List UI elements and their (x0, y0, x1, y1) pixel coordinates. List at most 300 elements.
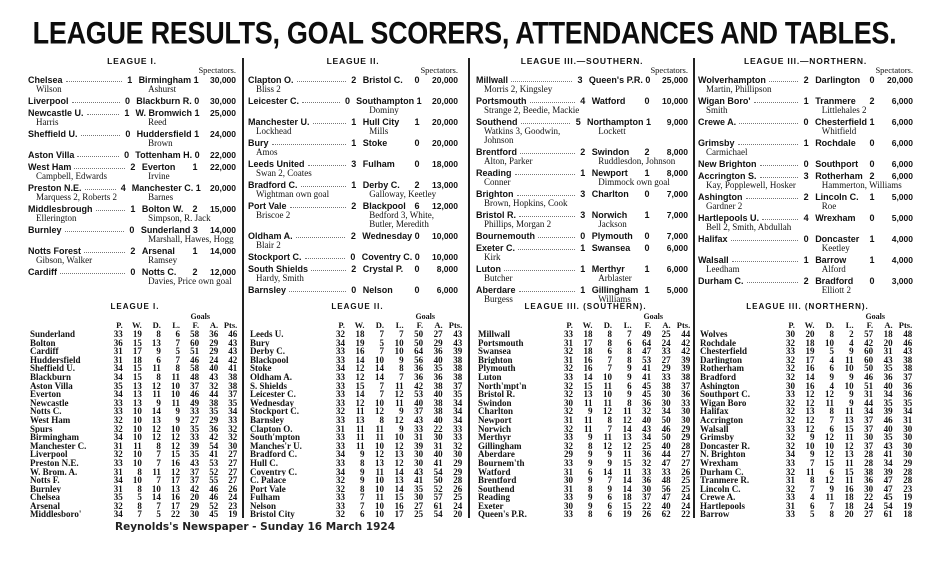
stat-p: 31 (563, 466, 573, 477)
stat-d: 14 (151, 492, 161, 503)
stat-w: 10 (132, 423, 142, 434)
table-title: LEAGUE I. (110, 302, 160, 311)
stat-w: 7 (809, 457, 815, 468)
match-result (28, 204, 236, 223)
stat-d: 7 (379, 329, 385, 339)
attendance: 10,000 (432, 231, 458, 241)
stat-d: 12 (375, 406, 385, 417)
stat-a: 29 (209, 414, 219, 425)
club-name: Merthyr (478, 433, 511, 442)
away-team: Rotherham (815, 171, 863, 181)
stat-w: 10 (132, 449, 142, 460)
stat-p: 34 (785, 449, 795, 460)
sep (690, 510, 693, 519)
away-score: 1 (192, 162, 198, 172)
club-name: Aberdare (478, 450, 515, 459)
spacer (393, 285, 412, 295)
sep (912, 442, 915, 451)
home-score: 2 (803, 192, 809, 202)
away-score: 0 (414, 159, 420, 169)
stat-d: 6 (156, 354, 161, 365)
away-side (359, 159, 422, 169)
stat-p: 33 (113, 397, 123, 408)
home-score: 1 (580, 285, 586, 295)
scorers-line (476, 220, 688, 229)
stat-a: 61 (433, 500, 443, 511)
sep (462, 485, 465, 494)
leader-dots (296, 231, 346, 238)
club-name: Exeter (478, 501, 504, 511)
stat-f: 43 (190, 457, 200, 468)
header-d: D. (375, 320, 385, 330)
away-score: 0 (194, 96, 200, 106)
spacer (175, 246, 190, 256)
stat-p: 34 (335, 337, 345, 348)
club-name: Spurs (30, 424, 53, 434)
leader-dots (760, 171, 799, 178)
stat-pts: 38 (453, 354, 463, 365)
club-name: Rochdale (700, 338, 736, 348)
sep (690, 433, 693, 442)
header-spacer (30, 321, 106, 330)
spacer (859, 192, 867, 202)
stat-w: 11 (805, 466, 815, 477)
stat-p: 31 (785, 500, 795, 511)
stat-f: 57 (864, 329, 874, 339)
club-name: Blackburn (30, 372, 72, 382)
stat-a: 36 (209, 423, 219, 434)
stat-pts: 43 (453, 329, 463, 339)
stat-w: 16 (583, 354, 593, 365)
club-name: Queen's P.R. (478, 510, 527, 520)
attendance: 5,000 (891, 192, 913, 202)
home-scorers: Watkins 3, Goodwin, Johnson (484, 126, 561, 145)
club-name: Stoke (250, 364, 272, 373)
leader-dots (305, 252, 345, 259)
stat-l: 15 (171, 449, 180, 460)
stat-d: 13 (151, 337, 161, 348)
table-row (478, 468, 693, 477)
away-score: 2 (192, 267, 198, 277)
stat-a: 38 (209, 397, 219, 408)
match-result (28, 108, 236, 127)
stat-pts: 34 (453, 406, 463, 417)
club-name: Rotherham (700, 364, 744, 373)
stat-a: 62 (661, 509, 671, 520)
attendance: 6,000 (666, 264, 688, 274)
stat-d: 11 (603, 432, 613, 443)
sep (462, 364, 465, 373)
stat-l: 10 (171, 380, 180, 391)
scorers-line (476, 199, 688, 208)
stat-w: 16 (355, 346, 365, 357)
spacer (860, 75, 867, 85)
stat-d: 11 (375, 492, 385, 503)
goals-label: Goals (415, 312, 435, 321)
home-scorers: Leedham (706, 264, 740, 274)
away-score: 0 (869, 138, 875, 148)
home-score: 1 (124, 108, 130, 118)
stat-pts: 18 (903, 509, 913, 520)
stat-w: 18 (132, 354, 142, 365)
match-result (28, 225, 236, 244)
home-team: Burnley (28, 225, 62, 235)
home-side (28, 150, 122, 160)
stat-w: 7 (809, 483, 815, 494)
stat-w: 20 (805, 329, 815, 339)
stat-pts: 19 (228, 509, 238, 520)
stat-a: 40 (883, 423, 893, 434)
stat-f: 43 (414, 414, 424, 425)
club-name: Bradford (700, 372, 736, 382)
table-title: LEAGUE III. (NORTHERN). (746, 302, 869, 311)
leader-dots (60, 267, 125, 274)
home-score: 2 (351, 264, 357, 274)
stat-pts: 32 (228, 423, 238, 434)
leader-dots (517, 189, 575, 196)
sep (912, 399, 915, 408)
home-team: Bournemouth (476, 231, 535, 241)
match-result (698, 213, 913, 232)
away-scorers (586, 106, 688, 115)
away-scorers: Jackson (598, 219, 627, 229)
home-scorers: Marquess 2, Roberts 2 (36, 192, 117, 202)
stat-l: 15 (622, 500, 632, 511)
spacer (630, 243, 642, 253)
home-scorers (698, 286, 810, 295)
home-scorers (248, 106, 357, 115)
home-score: 3 (351, 159, 357, 169)
club-name: Huddersfield (30, 355, 81, 365)
away-score: 1 (869, 192, 875, 202)
sep (462, 510, 465, 519)
away-score: 1 (869, 117, 875, 127)
attendance: 10,000 (662, 96, 688, 106)
stat-d: 7 (156, 449, 161, 460)
stat-l: 8 (627, 354, 632, 365)
stat-d: 4 (829, 354, 835, 365)
stat-d: 12 (825, 449, 835, 460)
stat-pts: 31 (903, 414, 913, 425)
away-team: Southport (815, 159, 859, 169)
sep (462, 425, 465, 434)
stat-pts: 42 (681, 337, 691, 348)
stat-pts: 38 (228, 371, 238, 382)
club-name: Chelsea (30, 493, 60, 502)
stat-d: 11 (152, 389, 161, 400)
away-scorers (586, 253, 688, 262)
stat-l: 20 (844, 509, 854, 520)
header-f: F. (866, 320, 874, 330)
sep (690, 321, 693, 330)
away-scorers: Galloway, Keetley (369, 189, 437, 199)
match-result (28, 162, 236, 181)
stat-l: 8 (627, 397, 632, 408)
stat-a: 48 (661, 475, 671, 486)
stat-pts: 27 (228, 475, 238, 486)
match-result (476, 231, 688, 241)
stat-a: 40 (661, 440, 671, 451)
home-side (248, 252, 348, 262)
stat-w: 12 (805, 414, 815, 425)
stat-d: 7 (379, 346, 385, 357)
club-name: Plymouth (478, 364, 516, 373)
stat-f: 27 (414, 500, 424, 511)
stat-w: 11 (355, 406, 365, 417)
spacer (399, 117, 412, 127)
stat-a: 30 (661, 397, 671, 408)
stat-w: 8 (809, 475, 815, 486)
stat-l: 13 (844, 414, 854, 425)
stat-f: 24 (864, 500, 874, 511)
stat-f: 28 (864, 449, 874, 460)
stat-w: 15 (132, 363, 142, 374)
stat-p: 32 (335, 329, 345, 339)
club-name: Lincoln C. (700, 484, 741, 494)
header-w: W. (804, 320, 815, 330)
stat-pts: 27 (228, 457, 238, 468)
sep (690, 347, 693, 356)
club-name: Charlton (478, 407, 514, 416)
stat-p: 32 (785, 354, 795, 365)
away-side (132, 96, 202, 106)
away-side (358, 252, 423, 262)
stat-pts: 39 (681, 363, 691, 374)
sep (690, 468, 693, 477)
table-row (700, 450, 915, 459)
home-scorers: Swan 2, Coates (256, 168, 312, 178)
stat-a: 24 (661, 337, 671, 348)
club-name: Accrington (700, 415, 743, 425)
stat-d: 5 (379, 337, 385, 348)
stat-d: 5 (156, 509, 161, 520)
stat-p: 33 (335, 492, 345, 503)
spectators-label: Spectators. (875, 65, 913, 75)
stat-a: 46 (883, 414, 893, 425)
stat-a: 36 (209, 329, 219, 339)
away-team: Swindon (591, 147, 630, 157)
stat-w: 11 (583, 423, 593, 434)
goals-label: Goals (190, 312, 210, 321)
stat-p: 31 (113, 354, 123, 365)
stat-f: 41 (414, 475, 424, 486)
home-score: 0 (125, 96, 131, 106)
stat-l: 15 (394, 492, 404, 503)
stat-f: 58 (190, 363, 200, 374)
stat-w: 8 (359, 483, 365, 494)
stat-p: 34 (113, 475, 123, 486)
stat-d: 12 (603, 440, 613, 451)
match-line (28, 96, 236, 106)
stat-p: 32 (335, 475, 345, 486)
stat-f: 41 (642, 363, 652, 374)
home-scorers: Blair 2 (256, 240, 281, 250)
home-team: Reading (476, 168, 512, 178)
match-result (28, 246, 236, 265)
away-score: 0 (644, 231, 650, 241)
stat-l: 13 (394, 449, 404, 460)
club-name: Grimsby (700, 433, 735, 442)
table-row (250, 485, 465, 494)
stat-l: 7 (399, 371, 404, 382)
stat-a: 38 (661, 380, 671, 391)
stat-f: 37 (190, 475, 200, 486)
stat-l: 16 (844, 483, 854, 494)
away-score: 0 (194, 150, 200, 160)
stat-pts: 23 (903, 483, 913, 494)
stat-d: 11 (603, 380, 613, 391)
stat-d: 6 (607, 346, 613, 357)
away-scorers: Davies, Price own goal (148, 276, 232, 286)
stat-pts: 33 (453, 432, 463, 443)
stat-f: 64 (414, 346, 424, 357)
stat-a: 36 (883, 371, 893, 382)
stat-p: 30 (563, 397, 573, 408)
stat-d: 11 (375, 423, 385, 434)
stat-f: 49 (642, 329, 652, 339)
stat-p: 32 (785, 397, 795, 408)
stat-p: 31 (113, 483, 123, 494)
leader-dots (290, 201, 346, 208)
scorers-line (248, 106, 458, 115)
match-result (698, 255, 913, 274)
club-name: Newcastle (30, 398, 69, 408)
match-result (248, 264, 458, 283)
stat-l: 9 (399, 423, 404, 434)
table-title: LEAGUE III. (SOUTHERN). (524, 302, 647, 311)
match-line (698, 117, 913, 127)
home-scorers: Ellerington (36, 213, 77, 223)
home-scorers (28, 277, 136, 286)
home-team: Wigan Boro' (698, 96, 751, 106)
stat-pts: 32 (228, 432, 238, 443)
club-name: Bournem'th (478, 458, 525, 468)
stat-l: 17 (394, 509, 404, 520)
match-result (698, 117, 913, 136)
header-f: F. (644, 320, 652, 330)
stat-a: 52 (209, 500, 219, 511)
stat-pts: 35 (453, 389, 463, 400)
away-side (811, 138, 877, 148)
home-score: 0 (344, 96, 350, 106)
home-score: 0 (124, 150, 130, 160)
club-name: Brentford (478, 476, 517, 485)
stat-a: 29 (433, 337, 443, 348)
leader-dots (530, 96, 575, 103)
home-side (698, 276, 801, 286)
away-scorers (810, 85, 913, 94)
stat-d: 4 (829, 380, 835, 391)
away-team: Nelson (362, 285, 393, 295)
stat-f: 36 (642, 449, 652, 460)
home-team: Liverpool (28, 96, 69, 106)
away-team: Southampton (356, 96, 415, 106)
stat-p: 32 (785, 432, 795, 443)
sep (912, 425, 915, 434)
stat-p: 33 (563, 457, 573, 468)
away-scorers: Hammerton, Williams (821, 180, 902, 190)
stat-pts: 28 (903, 466, 913, 477)
stat-d: 8 (156, 371, 161, 382)
stat-d: 6 (607, 500, 613, 511)
results-league-1 (28, 56, 236, 300)
stat-a: 54 (433, 509, 443, 520)
stat-w: 4 (809, 492, 815, 503)
sep (462, 347, 465, 356)
away-score: 2 (869, 96, 875, 106)
sep (912, 493, 915, 502)
header-p: P. (566, 320, 573, 330)
stat-w: 12 (355, 363, 365, 374)
spectators-label: Spectators. (420, 65, 458, 75)
away-team: Rochdale (815, 138, 856, 148)
stat-d: 7 (379, 389, 385, 400)
home-score: 4 (803, 213, 809, 223)
stat-d: 11 (603, 397, 613, 408)
home-scorers: Strange 2, Beedie, Mackie (484, 105, 580, 115)
stat-l: 9 (175, 414, 180, 425)
away-scorers (586, 199, 688, 208)
stat-d: 8 (607, 414, 613, 425)
stat-pts: 29 (681, 423, 691, 434)
spacer (858, 159, 867, 169)
stat-a: 43 (883, 440, 893, 451)
spacer (859, 234, 867, 244)
sep (462, 407, 465, 416)
match-result (698, 159, 913, 169)
match-result (28, 75, 236, 94)
stat-pts: 25 (453, 492, 463, 503)
attendance: 18,000 (432, 159, 458, 169)
scorers-line (476, 85, 688, 94)
stat-pts: 42 (228, 354, 238, 365)
home-team: Crewe A. (698, 117, 737, 127)
stat-p: 32 (785, 440, 795, 451)
stat-w: 9 (587, 449, 593, 460)
stat-f: 33 (642, 466, 652, 477)
sep (912, 510, 915, 519)
sep (912, 364, 915, 373)
stat-pts: 39 (453, 346, 463, 357)
home-team: Sheffield U. (28, 129, 78, 139)
stat-w: 8 (137, 483, 142, 494)
club-name: Everton (30, 390, 61, 399)
club-name: Southport C. (700, 390, 751, 399)
stat-f: 37 (864, 423, 874, 434)
stat-pts: 32 (453, 440, 463, 451)
stat-f: 37 (190, 380, 200, 391)
header-d: D. (825, 320, 835, 330)
leader-dots (760, 159, 799, 166)
stat-w: 12 (355, 371, 365, 382)
scorers-line (698, 286, 913, 295)
stat-p: 31 (113, 440, 123, 451)
sep (690, 502, 693, 511)
home-side (248, 285, 349, 295)
spacer (627, 210, 642, 220)
home-team: Hartlepools U. (698, 213, 760, 223)
stat-w: 15 (132, 337, 142, 348)
stat-f: 41 (642, 371, 652, 382)
home-score: 2 (130, 162, 136, 172)
home-team: Aston Villa (28, 150, 75, 160)
leader-dots (81, 129, 121, 136)
stat-p: 30 (785, 329, 795, 339)
stat-d: 10 (375, 354, 385, 365)
stat-f: 44 (864, 397, 874, 408)
stat-w: 19 (355, 337, 365, 348)
stat-l: 12 (394, 389, 404, 400)
